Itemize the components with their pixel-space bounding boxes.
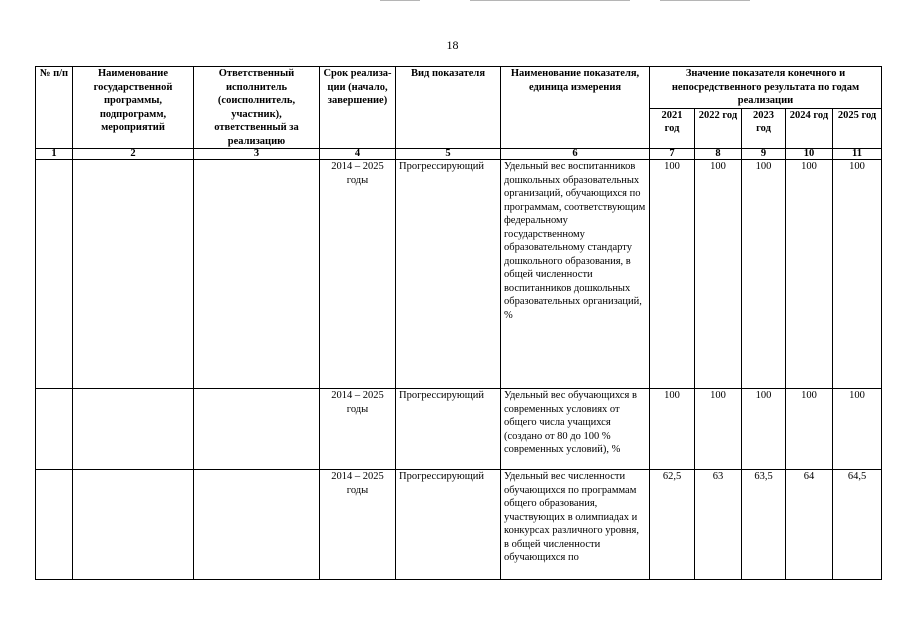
indicators-table bbox=[35, 66, 882, 580]
row-value-2024: 100 bbox=[786, 160, 833, 389]
row-num bbox=[36, 389, 73, 470]
row-value-2023: 100 bbox=[742, 160, 786, 389]
row-program bbox=[73, 389, 194, 470]
header-program: Наименование государственной программы, подпрограмм, мероприятий bbox=[73, 67, 194, 149]
row-value-2022: 63 bbox=[695, 470, 742, 580]
column-number: 3 bbox=[194, 149, 320, 160]
column-number: 1 bbox=[36, 149, 73, 160]
row-value-2021: 100 bbox=[650, 389, 695, 470]
column-number: 11 bbox=[833, 149, 882, 160]
column-number: 7 bbox=[650, 149, 695, 160]
header-year-2022: 2022 год bbox=[695, 108, 742, 149]
row-term: 2014 – 2025 годы bbox=[320, 470, 396, 580]
column-number-row bbox=[36, 149, 882, 160]
row-indicator-name: Удельный вес численности обучающихся по программам общего образования, участвующих в олимпиадах и конкурсах различного уровня, в общей численности обучающихся по bbox=[501, 470, 650, 580]
row-executor bbox=[194, 470, 320, 580]
table-row bbox=[36, 160, 882, 389]
header-indicator-name: Наименование показателя, единица измерения bbox=[501, 67, 650, 149]
scan-edge-mark bbox=[380, 0, 420, 1]
row-value-2025: 100 bbox=[833, 160, 882, 389]
header-indicator-type: Вид показателя bbox=[396, 67, 501, 149]
header-executor: Ответственный исполнитель (соисполнитель, участник), ответственный за реализацию bbox=[194, 67, 320, 149]
page-number: 18 bbox=[446, 38, 459, 52]
row-value-2021: 62,5 bbox=[650, 470, 695, 580]
header-row bbox=[36, 67, 882, 109]
row-indicator-type: Прогрессирующий bbox=[396, 389, 501, 470]
column-number: 8 bbox=[695, 149, 742, 160]
scan-edge-mark bbox=[660, 0, 750, 1]
row-value-2024: 64 bbox=[786, 470, 833, 580]
row-value-2021: 100 bbox=[650, 160, 695, 389]
row-value-2023: 100 bbox=[742, 389, 786, 470]
column-number: 10 bbox=[786, 149, 833, 160]
row-num bbox=[36, 160, 73, 389]
row-program bbox=[73, 470, 194, 580]
column-number: 6 bbox=[501, 149, 650, 160]
header-year-2023: 2023 год bbox=[742, 108, 786, 149]
row-indicator-name: Удельный вес воспитанников дошкольных образовательных организаций, обучающихся по программам, соответствующим федеральному государственному образовательному стандарту дошкольного образования, в общей численности воспитанников дошкольных образовательных организаций, % bbox=[501, 160, 650, 389]
header-year-2025: 2025 год bbox=[833, 108, 882, 149]
row-value-2022: 100 bbox=[695, 160, 742, 389]
row-value-2025: 100 bbox=[833, 389, 882, 470]
row-term: 2014 – 2025 годы bbox=[320, 389, 396, 470]
header-term: Срок реализа- ции (начало, завершение) bbox=[320, 67, 396, 149]
row-value-2023: 63,5 bbox=[742, 470, 786, 580]
row-executor bbox=[194, 389, 320, 470]
row-value-2025: 64,5 bbox=[833, 470, 882, 580]
row-value-2022: 100 bbox=[695, 389, 742, 470]
header-year-2021: 2021 год bbox=[650, 108, 695, 149]
row-term: 2014 – 2025 годы bbox=[320, 160, 396, 389]
row-num bbox=[36, 470, 73, 580]
column-number: 5 bbox=[396, 149, 501, 160]
table-row bbox=[36, 389, 882, 470]
header-year-2024: 2024 год bbox=[786, 108, 833, 149]
row-indicator-type: Прогрессирующий bbox=[396, 160, 501, 389]
row-indicator-type: Прогрессирующий bbox=[396, 470, 501, 580]
scan-edge-mark bbox=[470, 0, 630, 1]
row-indicator-name: Удельный вес обучающихся в современных условиях от общего числа учащихся (создано от 80 до 100 % современных условий), % bbox=[501, 389, 650, 470]
column-number: 9 bbox=[742, 149, 786, 160]
row-program bbox=[73, 160, 194, 389]
header-num: № п/п bbox=[36, 67, 73, 149]
table-row bbox=[36, 470, 882, 580]
header-values-group: Значение показателя конечного и непосредственного результата по годам реализации bbox=[650, 67, 882, 109]
row-value-2024: 100 bbox=[786, 389, 833, 470]
column-number: 2 bbox=[73, 149, 194, 160]
column-number: 4 bbox=[320, 149, 396, 160]
row-executor bbox=[194, 160, 320, 389]
